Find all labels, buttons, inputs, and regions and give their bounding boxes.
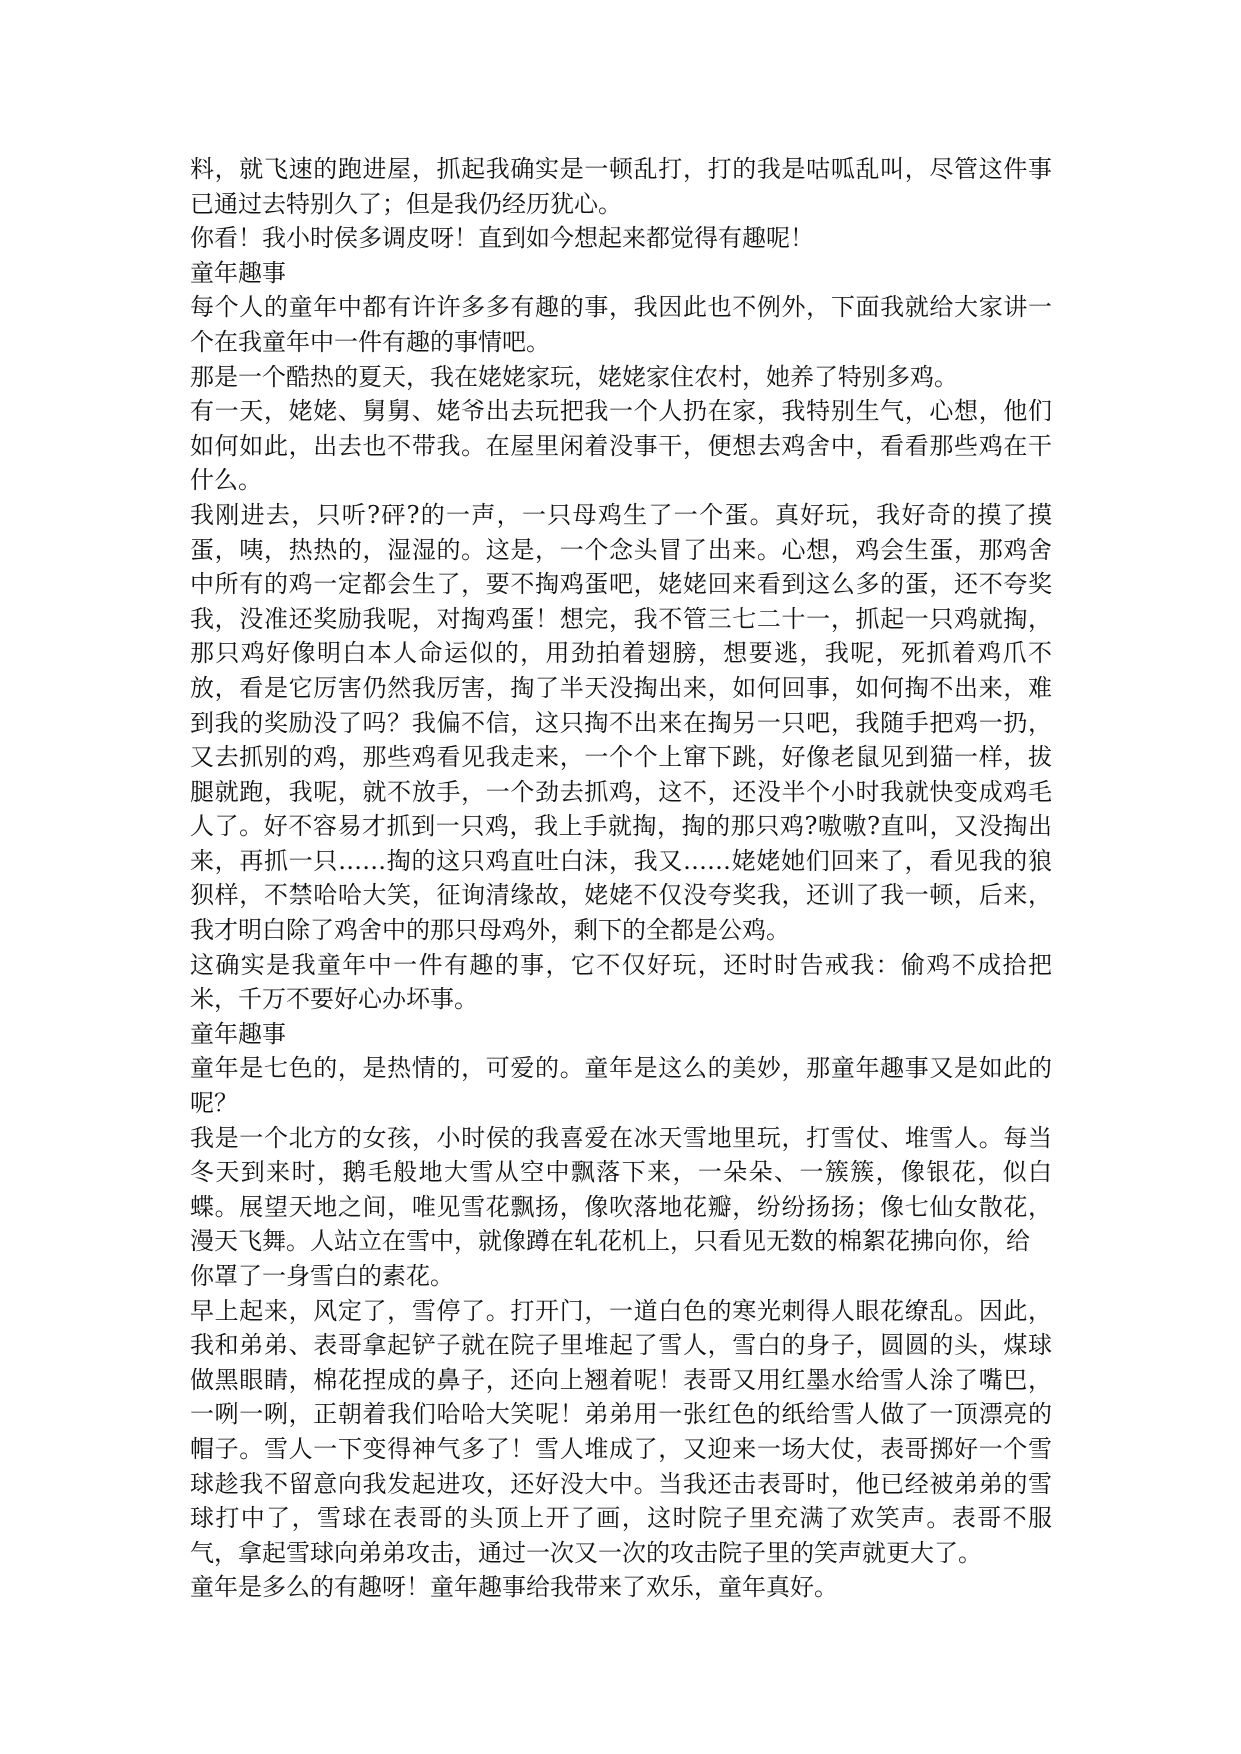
section-heading: 童年趣事	[190, 1019, 286, 1048]
paragraph: 你看！我小时侯多调皮呀！直到如今想起来都觉得有趣呢！	[190, 224, 814, 253]
paragraph: 每个人的童年中都有许许多多有趣的事，我因此也不例外，下面我就给大家讲一个在我童年中一件有趣的事情吧。	[190, 293, 1052, 356]
paragraph: 童年是七色的，是热情的，可爱的。童年是这么的美妙，那童年趣事又是如此的呢？	[190, 1054, 1052, 1118]
paragraph: 童年是多么的有趣呀！童年趣事给我带来了欢乐，童年真好。	[190, 1573, 838, 1602]
paragraph: 你罩了一身雪白的素花。	[190, 1262, 454, 1290]
paragraph: 那是一个酷热的夏天，我在姥姥家玩，姥姥家住农村，她养了特别多鸡。	[190, 362, 958, 391]
paragraph: 我是一个北方的女孩，小时侯的我喜爱在冰天雪地里玩，打雪仗、堆雪人。每当冬天到来时，鹅毛般地大雪从空中飘落下来，一朵朵、一簇簇，像银花，似白蝶。展望天地之间，唯见雪花飘扬，像吹落地花瓣，纷纷扬扬；像七仙女散花，漫天飞舞。人站立在雪中，就像蹲在轧花机上，只看见无数的棉絮花拂向你，给	[190, 1123, 1052, 1256]
document-page	[190, 152, 1052, 1605]
paragraph: 这确实是我童年中一件有趣的事，它不仅好玩，还时时告戒我：偷鸡不成拾把米，千万不要好心办坏事。	[190, 950, 1052, 1014]
paragraph: 有一天，姥姥、舅舅、姥爷出去玩把我一个人扔在家，我特别生气，心想，他们如何如此，出去也不带我。在屋里闲着没事干，便想去鸡舍中，看看那些鸡在干什么。	[190, 397, 1052, 495]
paragraph: 早上起来，风定了，雪停了。打开门，一道白色的寒光刺得人眼花缭乱。因此，我和弟弟、表哥拿起铲子就在院子里堆起了雪人，雪白的身子，圆圆的头，煤球做黑眼睛，棉花捏成的鼻子，还向上翘着呢！表哥又用红墨水给雪人涂了嘴巴，一咧一咧，正朝着我们哈哈大笑呢！弟弟用一张红色的纸给雪人做了一顶漂亮的帽子。雪人一下变得神气多了！雪人堆成了，又迎来一场大仗，表哥掷好一个雪球趁我不留意向我发起进攻，还好没大中。当我还击表哥时，他已经被弟弟的雪球打中了，雪球在表哥的头顶上开了画，这时院子里充满了欢笑声。表哥不服气，拿起雪球向弟弟攻击，通过一次又一次的攻击院子里的笑声就更大了。	[190, 1296, 1052, 1567]
paragraph: 料，就飞速的跑进屋，抓起我确实是一顿乱打，打的我是咕呱乱叫，尽管这件事已通过去特别久了；但是我仍经历犹心。	[190, 155, 1052, 218]
paragraph: 我刚进去，只听?砰?的一声，一只母鸡生了一个蛋。真好玩，我好奇的摸了摸蛋，咦，热热的，湿湿的。这是，一个念头冒了出来。心想，鸡会生蛋，那鸡舍中所有的鸡一定都会生了，要不掏鸡蛋吧，姥姥回来看到这么多的蛋，还不夸奖我，没准还奖励我呢，对掏鸡蛋！想完，我不管三七二十一，抓起一只鸡就掏，那只鸡好像明白本人命运似的，用劲拍着翅膀，想要逃，我呢，死抓着鸡爪不放，看是它厉害仍然我厉害，掏了半天没掏出来，如何回事，如何掏不出来，难到我的奖励没了吗？我偏不信，这只掏不出来在掏另一只吧，我随手把鸡一扔，又去抓别的鸡，那些鸡看见我走来，一个个上窜下跳，好像老鼠见到猫一样，拔腿就跑，我呢，就不放手，一个劲去抓鸡，这不，还没半个小时我就快变成鸡毛人了。好不容易才抓到一只鸡，我上手就掏，掏的那只鸡?嗷嗷?直叫，又没掏出来，再抓一只……掏的这只鸡直吐白沫，我又……姥姥她们回来了，看见我的狼狈样，不禁哈哈大笑，征询清缘故，姥姥不仅没夸奖我，还训了我一顿，后来，我才明白除了鸡舍中的那只母鸡外，剩下的全都是公鸡。	[190, 500, 1052, 945]
section-heading: 童年趣事	[190, 258, 286, 287]
